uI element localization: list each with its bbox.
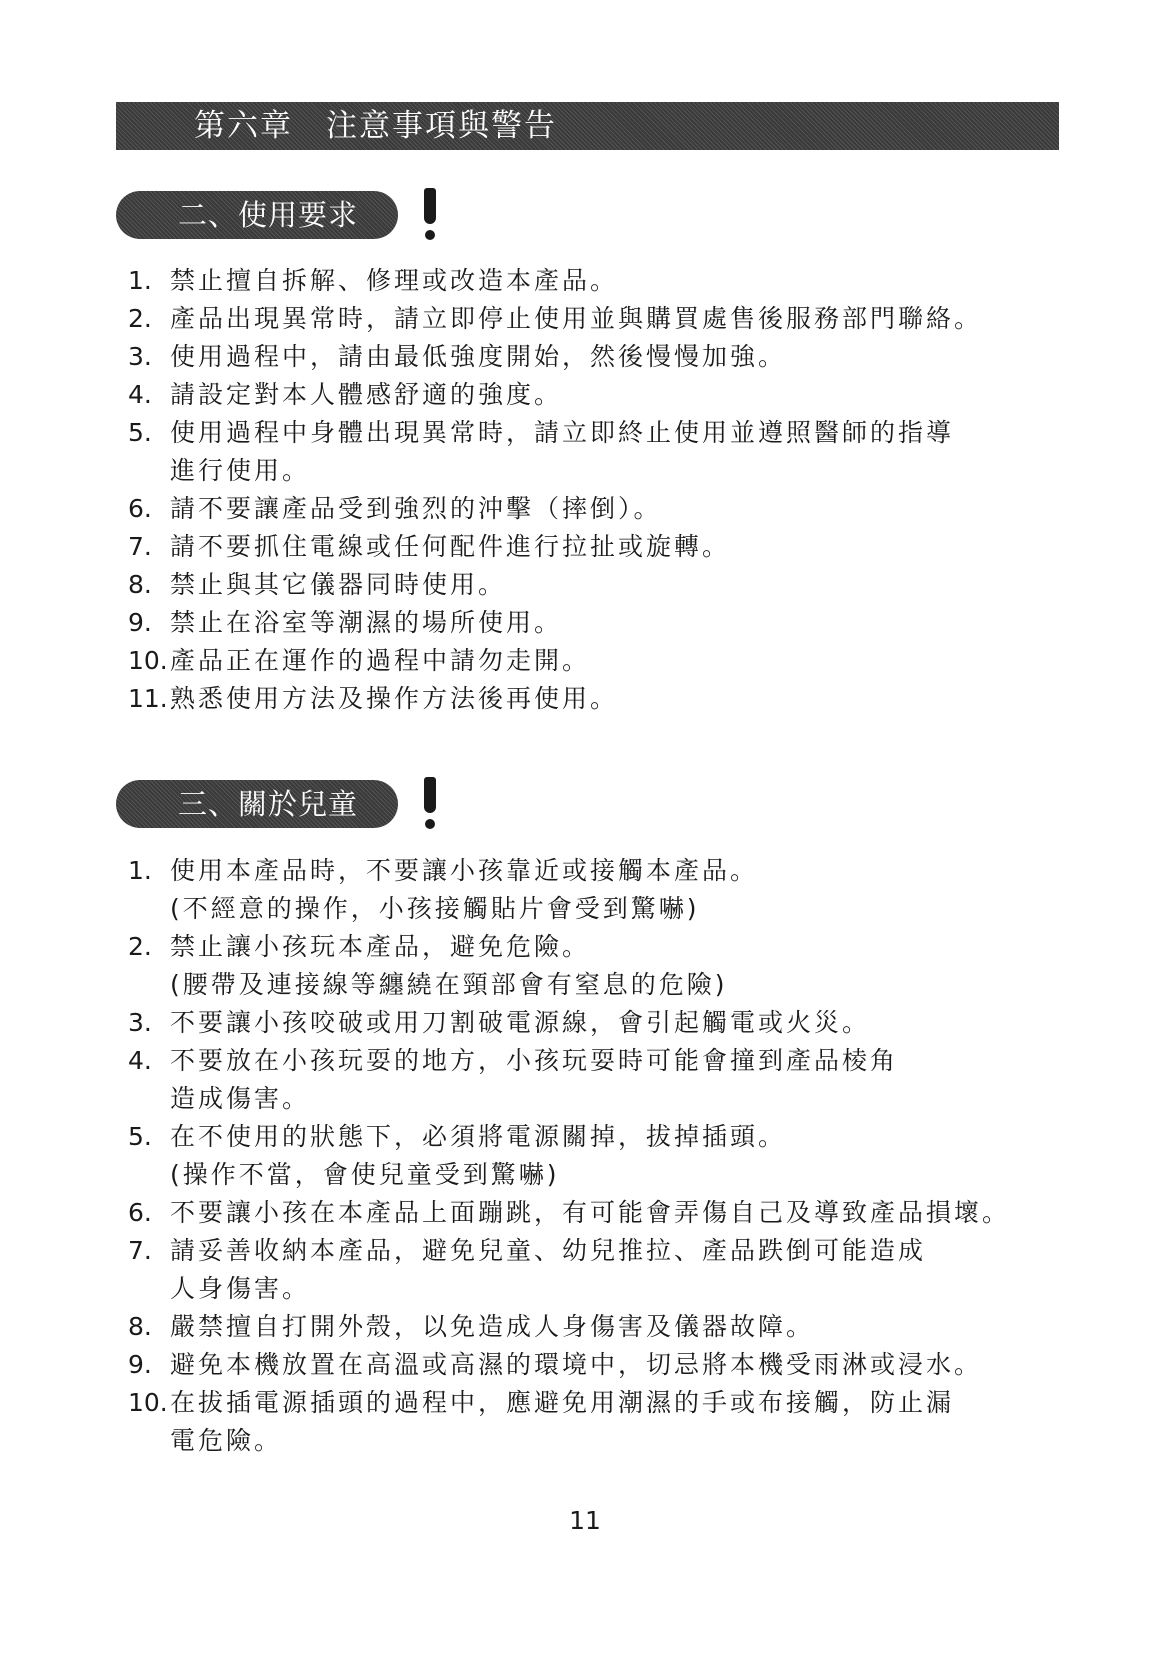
list-item bbox=[128, 338, 982, 376]
list-item bbox=[128, 852, 1010, 890]
item-text: 禁止擅自拆解、修理或改造本產品。 bbox=[170, 266, 619, 295]
item-number bbox=[128, 452, 170, 490]
list-item bbox=[128, 1308, 1010, 1346]
list-item bbox=[128, 928, 1010, 966]
list-item bbox=[128, 1346, 1010, 1384]
usage-requirements-list bbox=[128, 262, 982, 718]
item-text: 電危險。 bbox=[170, 1426, 283, 1455]
item-text: 人身傷害。 bbox=[170, 1274, 311, 1303]
item-number: 9. bbox=[128, 1350, 152, 1379]
item-number bbox=[128, 966, 170, 1004]
section-header-usage bbox=[116, 191, 398, 239]
item-text: 使用過程中，請由最低強度開始，然後慢慢加強。 bbox=[170, 342, 787, 371]
section-header-children bbox=[116, 780, 398, 828]
item-number bbox=[128, 890, 170, 928]
section-title: 二、使用要求 bbox=[178, 198, 359, 232]
item-text: 避免本機放置在高溫或高濕的環境中，切忌將本機受雨淋或浸水。 bbox=[170, 1350, 983, 1379]
item-number: 10. bbox=[128, 646, 168, 675]
list-item-continuation bbox=[128, 1156, 1010, 1194]
item-text: 熟悉使用方法及操作方法後再使用。 bbox=[170, 684, 619, 713]
item-text: 使用過程中身體出現異常時，請立即終止使用並遵照醫師的指導 bbox=[170, 418, 955, 447]
item-text: 嚴禁擅自打開外殼，以免造成人身傷害及儀器故障。 bbox=[170, 1312, 815, 1341]
list-item bbox=[128, 1118, 1010, 1156]
list-item bbox=[128, 414, 982, 452]
list-item bbox=[128, 1042, 1010, 1080]
item-text: 不要放在小孩玩耍的地方，小孩玩耍時可能會撞到產品棱角 bbox=[170, 1046, 899, 1075]
item-text: 禁止讓小孩玩本產品，避免危險。 bbox=[170, 932, 591, 961]
item-number: 3. bbox=[128, 342, 152, 371]
warning-exclamation-icon bbox=[422, 188, 438, 240]
list-item bbox=[128, 376, 982, 414]
item-number: 1. bbox=[128, 266, 152, 295]
list-item bbox=[128, 490, 982, 528]
page-number: 11 bbox=[569, 1506, 601, 1535]
warning-exclamation-icon bbox=[422, 777, 438, 829]
item-text: 不要讓小孩咬破或用刀割破電源線，會引起觸電或火災。 bbox=[170, 1008, 871, 1037]
list-item bbox=[128, 1232, 1010, 1270]
item-number: 7. bbox=[128, 532, 152, 561]
item-number: 2. bbox=[128, 304, 152, 333]
section-title: 三、關於兒童 bbox=[178, 787, 359, 821]
item-text: 在不使用的狀態下，必須將電源關掉，拔掉插頭。 bbox=[170, 1122, 787, 1151]
item-text: 請不要讓產品受到強烈的沖擊（摔倒）。 bbox=[170, 494, 662, 523]
item-number: 4. bbox=[128, 380, 152, 409]
item-number: 10. bbox=[128, 1388, 168, 1417]
item-number bbox=[128, 1270, 170, 1308]
list-item bbox=[128, 604, 982, 642]
item-text: 請不要抓住電線或任何配件進行拉扯或旋轉。 bbox=[170, 532, 731, 561]
item-number: 6. bbox=[128, 1198, 152, 1227]
item-text: 進行使用。 bbox=[170, 456, 311, 485]
list-item-continuation bbox=[128, 1422, 1010, 1460]
item-number: 8. bbox=[128, 570, 152, 599]
list-item bbox=[128, 300, 982, 338]
item-number bbox=[128, 1422, 170, 1460]
list-item bbox=[128, 680, 982, 718]
item-text: 不要讓小孩在本產品上面蹦跳，有可能會弄傷自己及導致產品損壞。 bbox=[170, 1198, 1011, 1227]
item-number: 11. bbox=[128, 684, 168, 713]
item-text: (腰帶及連接線等纏繞在頸部會有窒息的危險) bbox=[170, 970, 728, 999]
item-number: 2. bbox=[128, 932, 152, 961]
item-text: 請妥善收納本產品，避免兒童、幼兒推拉、產品跌倒可能造成 bbox=[170, 1236, 927, 1265]
list-item-continuation bbox=[128, 966, 1010, 1004]
list-item-continuation bbox=[128, 890, 1010, 928]
item-text: 禁止在浴室等潮濕的場所使用。 bbox=[170, 608, 563, 637]
item-text: 請設定對本人體感舒適的強度。 bbox=[170, 380, 563, 409]
item-number: 7. bbox=[128, 1236, 152, 1265]
item-text: 禁止與其它儀器同時使用。 bbox=[170, 570, 507, 599]
item-number: 5. bbox=[128, 418, 152, 447]
item-number: 5. bbox=[128, 1122, 152, 1151]
item-number bbox=[128, 1156, 170, 1194]
list-item bbox=[128, 1384, 1010, 1422]
item-text: 使用本產品時，不要讓小孩靠近或接觸本產品。 bbox=[170, 856, 759, 885]
list-item bbox=[128, 528, 982, 566]
item-text: 產品正在運作的過程中請勿走開。 bbox=[170, 646, 591, 675]
children-safety-list bbox=[128, 852, 1010, 1460]
list-item bbox=[128, 1004, 1010, 1042]
item-number: 1. bbox=[128, 856, 152, 885]
item-number: 4. bbox=[128, 1046, 152, 1075]
item-text: (操作不當，會使兒童受到驚嚇) bbox=[170, 1160, 560, 1189]
list-item-continuation bbox=[128, 452, 982, 490]
chapter-header-bar bbox=[116, 102, 1059, 150]
item-number: 8. bbox=[128, 1312, 152, 1341]
item-number: 3. bbox=[128, 1008, 152, 1037]
list-item-continuation bbox=[128, 1270, 1010, 1308]
item-number bbox=[128, 1080, 170, 1118]
item-text: (不經意的操作，小孩接觸貼片會受到驚嚇) bbox=[170, 894, 700, 923]
chapter-title: 第六章 注意事項與警告 bbox=[194, 108, 557, 144]
item-number: 6. bbox=[128, 494, 152, 523]
item-text: 造成傷害。 bbox=[170, 1084, 311, 1113]
list-item bbox=[128, 566, 982, 604]
list-item bbox=[128, 262, 982, 300]
item-number: 9. bbox=[128, 608, 152, 637]
list-item bbox=[128, 1194, 1010, 1232]
list-item-continuation bbox=[128, 1080, 1010, 1118]
item-text: 產品出現異常時，請立即停止使用並與購買處售後服務部門聯絡。 bbox=[170, 304, 983, 333]
item-text: 在拔插電源插頭的過程中，應避免用潮濕的手或布接觸，防止漏 bbox=[170, 1388, 955, 1417]
list-item bbox=[128, 642, 982, 680]
